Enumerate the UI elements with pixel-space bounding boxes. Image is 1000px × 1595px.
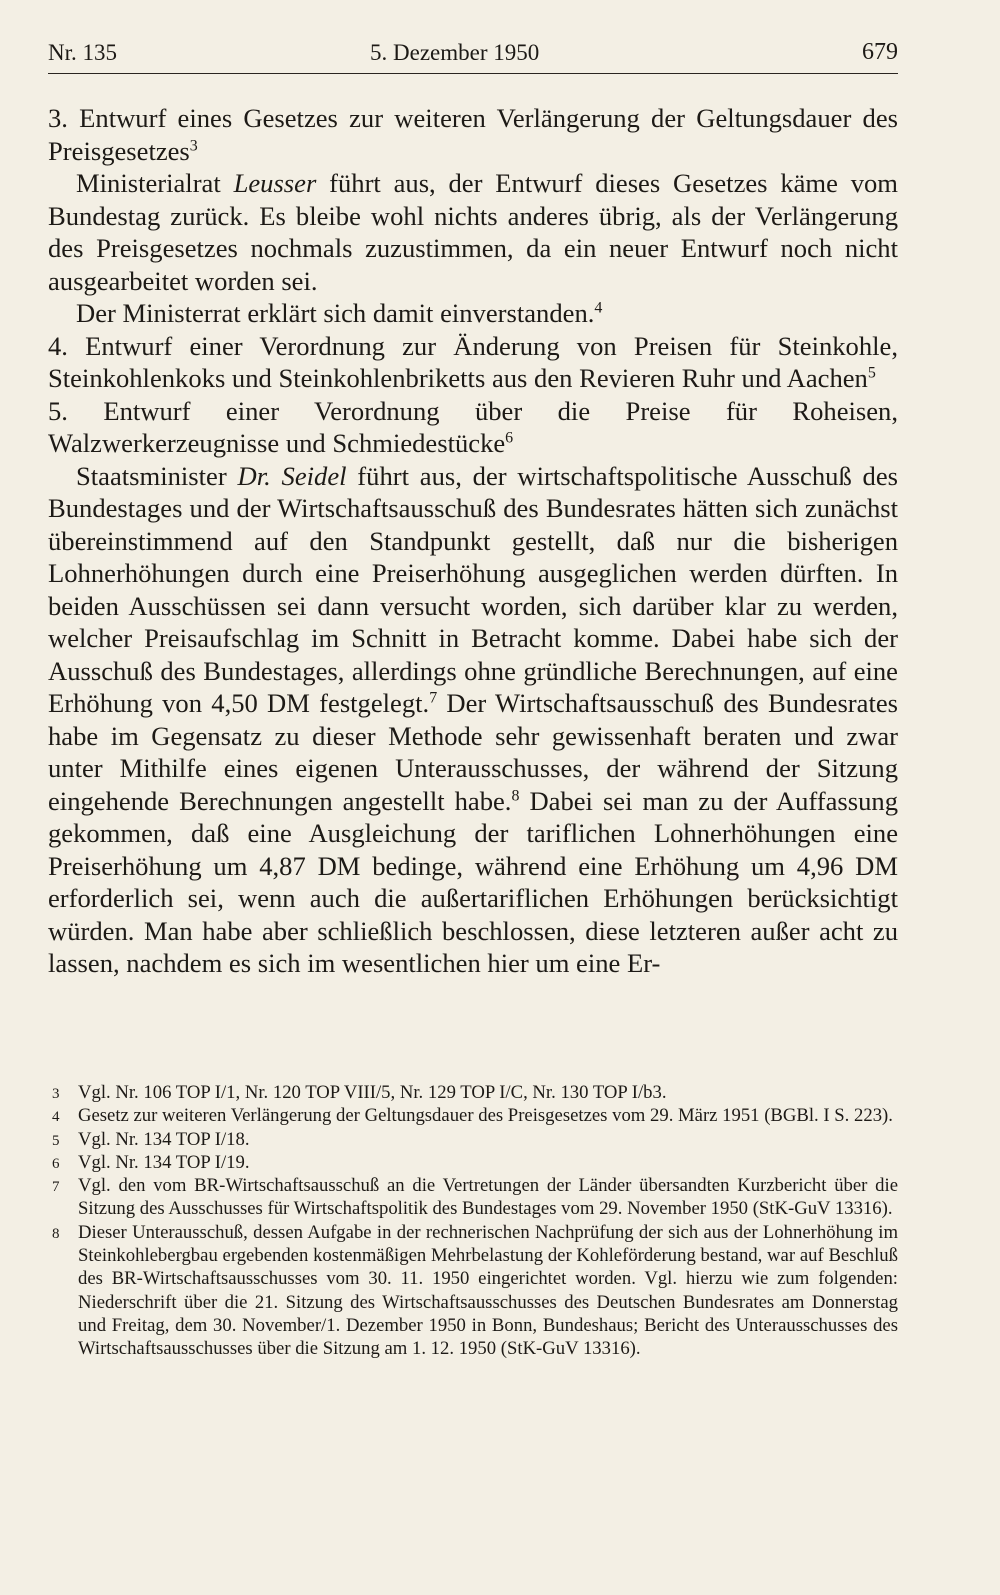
main-text bbox=[48, 102, 898, 980]
footnote-ref-5: 5 bbox=[867, 364, 876, 382]
paragraph-seidel: Staatsminister Dr. Seidel führt aus, der wirtschaftspolitische Ausschuß des Bundestages und der Wirtschaftsausschuß des Bundesrates hätten sich zunächst übereinstimmend auf den Standpunkt gestellt, daß nur die bisherigen Lohnerhöhungen durch eine Preiserhöhung ausgeglichen werden dürften. In beiden Ausschüssen sei dann versucht worden, sich darüber klar zu werden, welcher Preisaufschlag im Schnitt in Betracht komme. Dabei habe sich der Ausschuß des Bundestages, allerdings ohne gründliche Berechnungen, auf eine Erhöhung von 4,50 DM festgelegt.$^7$ Der Wirtschaftsausschuß des Bundesrates habe im Gegensatz zu dieser Methode sehr gewissenhaft beraten und zwar unter Mithilfe eines eigenen Unterausschusses, der während der Sitzung eingehende Berechnungen angestellt habe.$^8$ Dabei sei man zu der Auffassung gekommen, daß eine Ausgleichung der tariflichen Lohnerhöhungen eine Preiserhöhung um 4,87 DM bedinge, während eine Erhöhung um 4,96 DM erforderlich sei, wenn auch die außertariflichen Erhöhungen berücksichtigt würden. Man habe aber schließlich beschlossen, diese letzteren außer acht zu lassen, nachdem es sich im wesentlichen hier um eine Er- bbox=[48, 460, 898, 978]
header-rule bbox=[48, 73, 898, 74]
footnote-number: 7 bbox=[52, 1179, 60, 1196]
footnote-number: 4 bbox=[52, 1109, 60, 1126]
footnote-text: Vgl. Nr. 106 TOP I/1, Nr. 120 TOP VIII/5, Nr. 129 TOP I/C, Nr. 130 TOP I/b3. bbox=[78, 1082, 667, 1103]
footnote-number: 8 bbox=[52, 1225, 60, 1242]
running-header bbox=[48, 38, 898, 72]
paragraph-leusser: Ministerialrat Leusser führt aus, der Entwurf dieses Gesetzes käme vom Bundestag zurück. Es bleibe wohl nichts anderes übrig, als der Verlängerung des Preisgesetzes nochmals zuzustimmen, da ein neuer Entwurf noch nicht ausgearbeitet worden sei. bbox=[48, 168, 898, 296]
footnote bbox=[48, 1081, 898, 1104]
footnote-ref-3: 3 bbox=[189, 136, 198, 154]
header-date: 5. Dezember 1950 bbox=[370, 40, 540, 65]
speaker-name: Leusser bbox=[233, 168, 317, 198]
agenda-item-4-title: 4. Entwurf einer Verordnung zur Änderung von Preisen für Steinkohle, Steinkohlenkoks und Steinkohlenbriketts aus den Revieren Ruhr und Aachen$^5$ bbox=[48, 330, 898, 393]
footnote bbox=[48, 1221, 898, 1361]
footnote-number: 5 bbox=[52, 1132, 60, 1149]
agenda-item-5-title: 5. Entwurf einer Verordnung über die Preise für Roheisen, Walzwerkerzeugnisse und Schmiedestücke$^6$ bbox=[48, 395, 898, 458]
footnote-ref-7: 7 bbox=[429, 689, 438, 707]
footnote bbox=[48, 1151, 898, 1174]
footnote-ref-4: 4 bbox=[594, 299, 603, 317]
footnote bbox=[48, 1174, 898, 1221]
footnote-text: Gesetz zur weiteren Verlängerung der Geltungsdauer des Preisgesetzes vom 29. März 1951 (BGBl. I S. 223). bbox=[78, 1105, 893, 1127]
footnote-number: 6 bbox=[52, 1155, 60, 1172]
footnote-ref-8: 8 bbox=[511, 786, 520, 804]
footnote bbox=[48, 1104, 898, 1127]
paragraph-agreement: Der Ministerrat erklärt sich damit einverstanden.$^4$ bbox=[76, 298, 603, 328]
footnote-text: Vgl. den vom BR-Wirtschaftsausschuß an die Vertretungen der Länder übersandten Kurzbericht über die Sitzung des Ausschusses für Wirtschaftspolitik des Bundestages vom 29. November 1950 (StK-GuV 13316). bbox=[78, 1175, 898, 1220]
footnote-text: Dieser Unterausschuß, dessen Aufgabe in der rechnerischen Nachprüfung der sich aus der Lohnerhöhung im Steinkohlebergbau ergebenden kostenmäßigen Mehrbelastung der Kohleförderung bestand, war auf Beschluß des BR-Wirtschaftsausschusses vom 30. 11. 1950 eingerichtet worden. Vgl. hierzu wie zum folgenden: Niederschrift über die 21. Sitzung des Wirtschaftsausschusses des Deutschen Bundesrates am Donnerstag und Freitag, dem 30. November/1. Dezember 1950 in Bonn, Bundeshaus; Bericht des Unterausschusses des Wirtschaftsausschusses über die Sitzung am 1. 12. 1950 (StK-GuV 13316). bbox=[78, 1221, 898, 1360]
speaker-name: Dr. Seidel bbox=[237, 460, 347, 491]
agenda-item-3-title: 3. Entwurf eines Gesetzes zur weiteren Verlängerung der Geltungsdauer des Preisgesetzes$^3$ bbox=[48, 103, 898, 166]
footnote bbox=[48, 1128, 898, 1151]
footnotes bbox=[48, 1081, 898, 1361]
document-number: Nr. 135 bbox=[48, 40, 117, 65]
page-number: 679 bbox=[862, 39, 898, 65]
footnote-text: Vgl. Nr. 134 TOP I/18. bbox=[78, 1128, 250, 1150]
footnote-text: Vgl. Nr. 134 TOP I/19. bbox=[78, 1151, 250, 1173]
footnote-ref-6: 6 bbox=[505, 429, 514, 447]
footnote-number: 3 bbox=[52, 1086, 60, 1102]
